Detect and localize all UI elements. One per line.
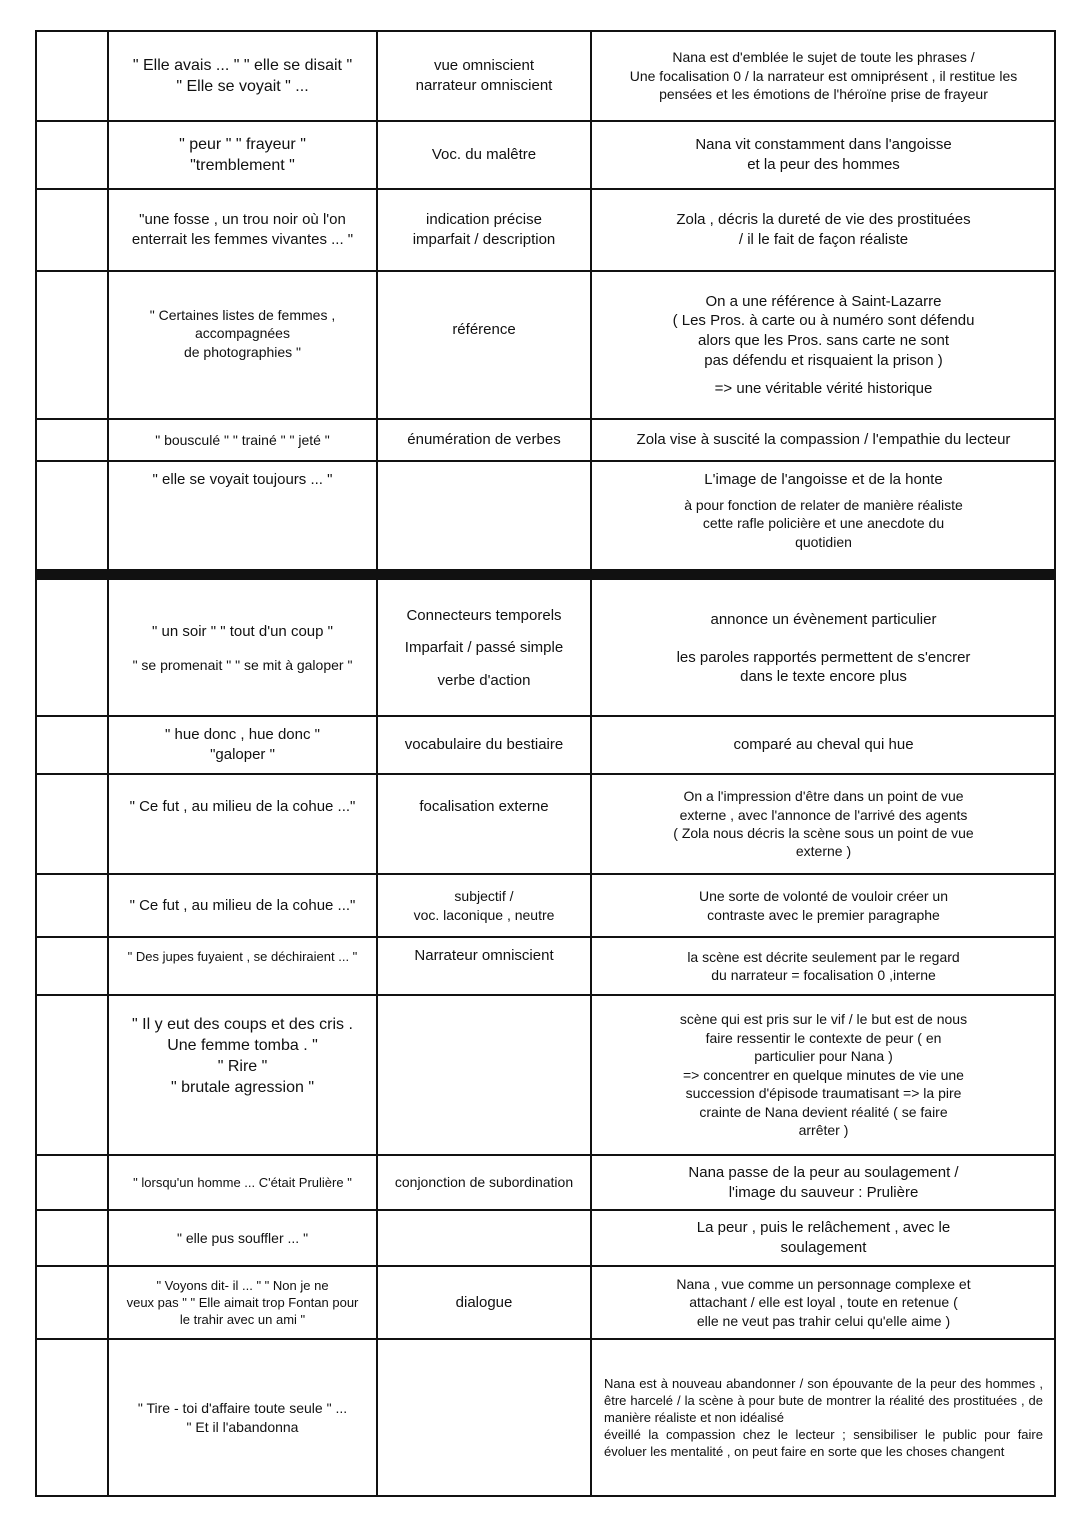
- quote-line: " Il y eut des coups et des cris .: [132, 1016, 353, 1033]
- table-row: [35, 938, 1055, 994]
- procede-cell: [378, 122, 590, 188]
- quote-line: " Elle avais ... " " elle se disait ": [132, 56, 353, 74]
- procede-cell: [378, 462, 590, 568]
- procede-cell: [378, 32, 590, 120]
- quote-cell: [109, 1340, 376, 1495]
- quote-cell: [109, 1211, 376, 1265]
- margin-cell: [35, 272, 107, 418]
- interpretation-line: pensées et les émotions de l'héroïne prise de frayeur: [659, 86, 988, 103]
- procede-line: focalisation externe: [419, 798, 549, 815]
- interpretation-line: Nana vit constamment dans l'angoisse: [695, 136, 952, 154]
- row-divider: [35, 418, 1055, 420]
- table-row: [35, 420, 1055, 460]
- interpretation-line: Zola , décris la dureté de vie des prostituées: [676, 211, 971, 229]
- row-divider: [35, 120, 1055, 122]
- procede-cell: [378, 1156, 590, 1209]
- interpretation-cell: [592, 1267, 1055, 1338]
- margin-cell: [35, 1156, 107, 1209]
- interpretation-cell: [592, 582, 1055, 715]
- row-divider: [35, 460, 1055, 462]
- margin-cell: [35, 938, 107, 994]
- interpretation-line: On a une référence à Saint-Lazarre: [705, 292, 942, 310]
- procede-line: Imparfait / passé simple: [404, 638, 564, 656]
- margin-cell: [35, 190, 107, 270]
- table-row: [35, 32, 1055, 120]
- section-divider: [35, 569, 1055, 580]
- quote-line: " brutale agression ": [171, 1079, 314, 1097]
- procede-line: Voc. du malêtre: [431, 146, 537, 164]
- quote-cell: [109, 462, 376, 568]
- interpretation-line: à pour fonction de relater de manière réaliste: [684, 496, 963, 513]
- quote-line: "une fosse , un trou noir où l'on: [139, 211, 346, 229]
- interpretation-line: => concentrer en quelque minutes de vie une: [683, 1066, 964, 1083]
- interpretation-line: elle ne veut pas trahir celui qu'elle aime ): [696, 1312, 951, 1329]
- interpretation-line: ( Les Pros. à carte ou à numéro sont défendu: [672, 312, 975, 330]
- interpretation-line: la scène est décrite seulement par le regard: [687, 948, 960, 965]
- quote-line: " un soir " " tout d'un coup ": [152, 623, 333, 641]
- interpretation-line: On a l'impression d'être dans un point de vue: [683, 788, 964, 805]
- margin-cell: [35, 462, 107, 568]
- interpretation-cell: [592, 272, 1055, 418]
- interpretation-cell: [592, 717, 1055, 773]
- procede-line: subjectif /: [454, 888, 514, 905]
- procede-line: imparfait / description: [412, 231, 556, 248]
- procede-line: vue omniscient: [433, 57, 535, 75]
- column-divider: [376, 30, 378, 1497]
- interpretation-line: => une véritable vérité historique: [714, 379, 933, 397]
- table-row: [35, 1156, 1055, 1209]
- interpretation-line: arrêter ): [798, 1122, 849, 1139]
- procede-cell: [378, 420, 590, 460]
- procede-line: indication précise: [426, 211, 542, 229]
- row-divider: [35, 873, 1055, 875]
- column-divider: [107, 30, 109, 1497]
- table-row: [35, 775, 1055, 873]
- quote-line: " Ce fut , au milieu de la cohue ...": [129, 896, 356, 914]
- margin-cell: [35, 582, 107, 715]
- interpretation-line: La peur , puis le relâchement , avec le: [696, 1219, 951, 1237]
- row-divider: [35, 270, 1055, 272]
- quote-cell: [109, 32, 376, 120]
- interpretation-line: pas défendu et risquaient la prison ): [704, 351, 943, 369]
- quote-cell: [109, 190, 376, 270]
- quote-line: accompagnées: [195, 325, 290, 342]
- interpretation-cell: [592, 1340, 1055, 1495]
- margin-cell: [35, 996, 107, 1154]
- quote-line: " Tire - toi d'affaire toute seule " ...: [137, 1400, 348, 1417]
- quote-cell: [109, 996, 376, 1154]
- interpretation-line: cette rafle policière et une anecdote du: [702, 515, 945, 532]
- table-row: [35, 1340, 1055, 1495]
- quote-cell: [109, 717, 376, 773]
- interpretation-line: Zola vise à suscité la compassion / l'empathie du lecteur: [636, 431, 1011, 449]
- table-row: [35, 1211, 1055, 1265]
- procede-cell: [378, 582, 590, 715]
- interpretation-line: ( Zola nous décris la scène sous un point de vue: [673, 825, 974, 841]
- margin-cell: [35, 122, 107, 188]
- procede-line: voc. laconique , neutre: [413, 906, 555, 923]
- interpretation-line: dans le texte encore plus: [740, 668, 907, 686]
- interpretation-cell: [592, 996, 1055, 1154]
- procede-cell: [378, 190, 590, 270]
- interpretation-line: attachant / elle est loyal , toute en retenue (: [689, 1294, 958, 1311]
- interpretation-line: Nana est d'emblée le sujet de toute les phrases /: [672, 49, 975, 66]
- quote-cell: [109, 938, 376, 994]
- quote-line: "tremblement ": [190, 157, 295, 174]
- row-divider: [35, 188, 1055, 190]
- interpretation-line: et la peur des hommes: [747, 156, 900, 173]
- column-divider: [590, 30, 592, 1497]
- quote-cell: [109, 875, 376, 936]
- interpretation-cell: [592, 938, 1055, 994]
- procede-cell: [378, 1211, 590, 1265]
- margin-cell: [35, 1267, 107, 1338]
- procede-line: vocabulaire du bestiaire: [404, 736, 564, 754]
- margin-cell: [35, 420, 107, 460]
- procede-cell: [378, 717, 590, 773]
- margin-cell: [35, 875, 107, 936]
- interpretation-cell: [592, 1211, 1055, 1265]
- interpretation-line: succession d'épisode traumatisant => la pire: [685, 1085, 962, 1102]
- row-divider: [35, 715, 1055, 717]
- procede-line: référence: [452, 321, 516, 338]
- procede-cell: [378, 938, 590, 994]
- procede-line: narrateur omniscient: [415, 77, 553, 94]
- interpretation-line: Nana passe de la peur au soulagement /: [688, 1163, 959, 1181]
- quote-cell: [109, 272, 376, 418]
- table-row: [35, 1267, 1055, 1338]
- procede-cell: [378, 775, 590, 873]
- procede-cell: [378, 1340, 590, 1495]
- procede-cell: [378, 996, 590, 1154]
- interpretation-cell: [592, 1156, 1055, 1209]
- interpretation-line: annonce un évènement particulier: [710, 610, 937, 628]
- row-divider: [35, 1209, 1055, 1211]
- margin-cell: [35, 1340, 107, 1495]
- column-divider: [35, 30, 37, 1497]
- quote-line: " Ce fut , au milieu de la cohue ...": [129, 798, 356, 815]
- interpretation-line: L'image de l'angoisse et de la honte: [704, 471, 943, 488]
- quote-cell: [109, 775, 376, 873]
- table-row: [35, 122, 1055, 188]
- margin-cell: [35, 717, 107, 773]
- quote-cell: [109, 1156, 376, 1209]
- procede-line: dialogue: [455, 1293, 513, 1311]
- interpretation-line: particulier pour Nana ): [754, 1048, 893, 1065]
- interpretation-line: Nana est à nouveau abandonner / son épouvante de la peur des hommes , être harcelé / la scène à pour bute de montrer la réalité des prostituées , de manière réaliste et non idéalisé: [604, 1375, 1043, 1425]
- row-divider: [35, 1154, 1055, 1156]
- interpretation-line: l'image du sauveur : Prulière: [728, 1183, 919, 1201]
- table-row: [35, 190, 1055, 270]
- quote-cell: [109, 1267, 376, 1338]
- quote-line: le trahir avec un ami ": [179, 1312, 306, 1328]
- margin-cell: [35, 1211, 107, 1265]
- interpretation-line: alors que les Pros. sans carte ne sont: [698, 332, 949, 350]
- interpretation-cell: [592, 32, 1055, 120]
- interpretation-line: Une sorte de volonté de vouloir créer un: [698, 888, 949, 905]
- quote-line: " elle pus souffler ... ": [176, 1229, 309, 1246]
- row-divider: [35, 1338, 1055, 1340]
- procede-line: énumération de verbes: [407, 431, 561, 449]
- margin-cell: [35, 32, 107, 120]
- quote-line: de photographies ": [183, 343, 302, 360]
- interpretation-cell: [592, 875, 1055, 936]
- quote-line: enterrait les femmes vivantes ... ": [131, 231, 354, 248]
- quote-line: " Voyons dit- il ... " " Non je ne: [156, 1277, 329, 1293]
- interpretation-cell: [592, 420, 1055, 460]
- interpretation-cell: [592, 190, 1055, 270]
- interpretation-cell: [592, 775, 1055, 873]
- row-divider: [35, 1265, 1055, 1267]
- table-row: [35, 272, 1055, 418]
- interpretation-line: éveillé la compassion chez le lecteur ; sensibiliser le public pour faire évoluer les mentalité , on peut faire en sorte que les choses changent: [604, 1427, 1043, 1460]
- margin-cell: [35, 775, 107, 873]
- row-divider: [35, 936, 1055, 938]
- quote-cell: [109, 582, 376, 715]
- interpretation-line: Nana , vue comme un personnage complexe et: [676, 1275, 971, 1292]
- procede-cell: [378, 1267, 590, 1338]
- interpretation-line: externe ): [795, 843, 852, 860]
- procede-line: verbe d'action: [437, 672, 531, 690]
- interpretation-line: externe , avec l'annonce de l'arrivé des agents: [679, 806, 968, 823]
- procede-cell: [378, 272, 590, 418]
- interpretation-cell: [592, 462, 1055, 568]
- interpretation-line: crainte de Nana devient réalité ( se faire: [699, 1103, 948, 1120]
- interpretation-line: scène qui est pris sur le vif / le but est de nous: [679, 1011, 968, 1028]
- interpretation-line: Une focalisation 0 / la narrateur est omniprésent , il restitue les: [629, 67, 1018, 84]
- quote-line: " Elle se voyait " ...: [176, 78, 309, 95]
- quote-line: Une femme tomba . ": [167, 1037, 318, 1055]
- quote-cell: [109, 420, 376, 460]
- row-divider: [35, 30, 1055, 32]
- table-row: [35, 462, 1055, 568]
- interpretation-line: quotidien: [795, 533, 852, 550]
- quote-line: " se promenait " " se mit à galoper ": [132, 657, 353, 674]
- table-row: [35, 582, 1055, 715]
- table-row: [35, 717, 1055, 773]
- interpretation-line: / il le fait de façon réaliste: [738, 231, 909, 248]
- interpretation-line: faire ressentir le contexte de peur ( en: [705, 1029, 942, 1046]
- interpretation-line: soulagement: [780, 1239, 867, 1256]
- table-row: [35, 875, 1055, 936]
- quote-line: " elle se voyait toujours ... ": [152, 471, 333, 488]
- quote-line: "galoper ": [210, 746, 275, 763]
- interpretation-line: du narrateur = focalisation 0 ,interne: [711, 967, 936, 983]
- quote-line: " Des jupes fuyaient , se déchiraient ... ": [127, 949, 358, 964]
- column-divider: [1054, 30, 1056, 1497]
- table-row: [35, 996, 1055, 1154]
- quote-cell: [109, 122, 376, 188]
- quote-line: " Et il l'abandonna: [186, 1418, 299, 1435]
- procede-line: conjonction de subordination: [394, 1174, 574, 1191]
- interpretation-line: contraste avec le premier paragraphe: [707, 906, 940, 923]
- interpretation-cell: [592, 122, 1055, 188]
- quote-line: " lorsqu'un homme ... C'était Prulière ": [133, 1174, 352, 1190]
- quote-line: veux pas " " Elle aimait trop Fontan pour: [126, 1294, 359, 1310]
- interpretation-line: comparé au cheval qui hue: [733, 736, 914, 754]
- row-divider: [35, 773, 1055, 775]
- procede-line: Connecteurs temporels: [406, 606, 562, 624]
- quote-line: " bousculé " " trainé " " jeté ": [155, 431, 330, 448]
- procede-cell: [378, 875, 590, 936]
- row-divider: [35, 994, 1055, 996]
- quote-line: " Rire ": [217, 1058, 268, 1076]
- quote-line: " hue donc , hue donc ": [165, 726, 320, 744]
- interpretation-line: les paroles rapportés permettent de s'encrer: [676, 648, 971, 666]
- procede-line: Narrateur omniscient: [414, 947, 554, 964]
- quote-line: " peur " " frayeur ": [179, 135, 306, 153]
- quote-line: " Certaines listes de femmes ,: [149, 307, 336, 323]
- row-divider: [35, 1495, 1055, 1497]
